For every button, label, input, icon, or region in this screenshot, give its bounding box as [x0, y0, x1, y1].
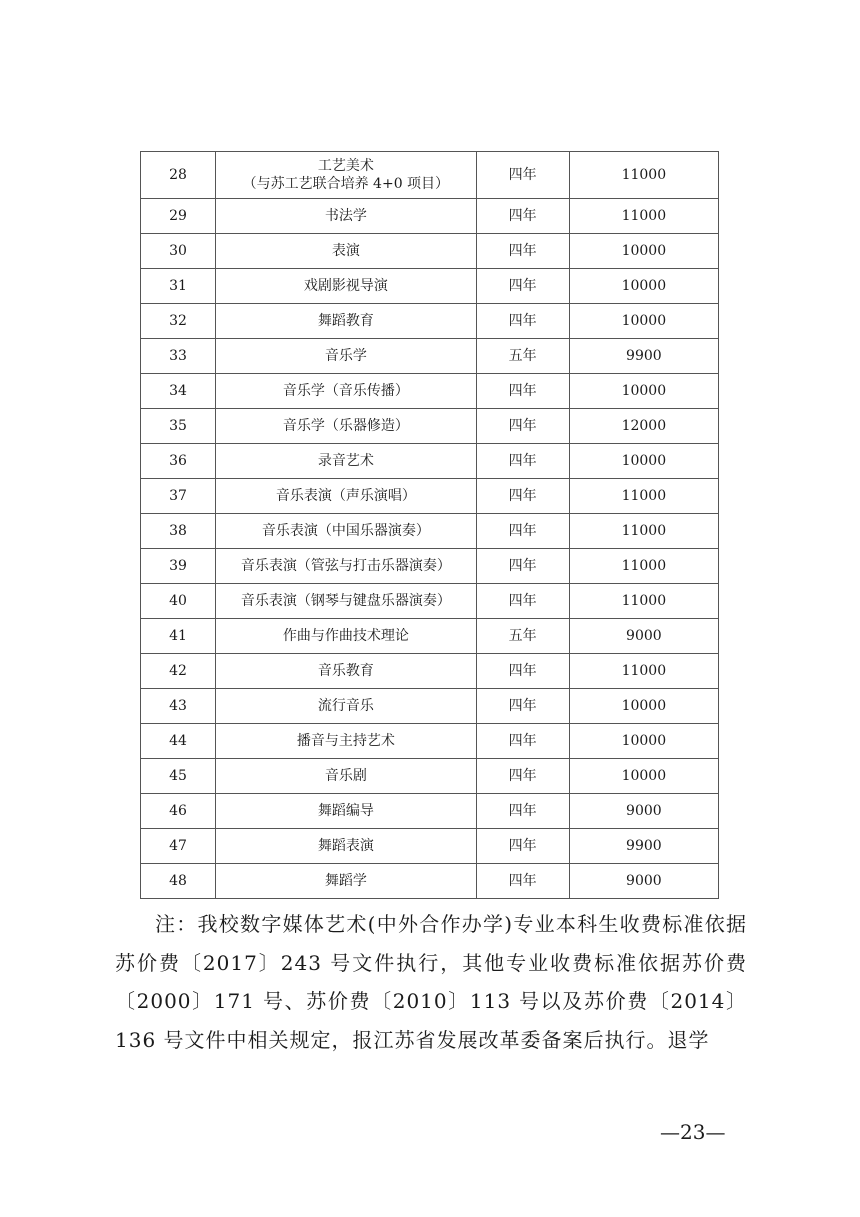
duration-cell: 四年 — [476, 829, 569, 864]
major-name: 音乐教育 — [317, 663, 374, 679]
major-name-cell — [216, 479, 476, 514]
duration-cell: 四年 — [476, 724, 569, 759]
row-number-cell: 30 — [141, 234, 216, 269]
duration-cell: 四年 — [476, 689, 569, 724]
fee-cell: 10000 — [569, 759, 718, 794]
table-row — [141, 864, 719, 899]
row-number-cell: 46 — [141, 794, 216, 829]
major-name-cell — [216, 794, 476, 829]
duration-cell: 四年 — [476, 304, 569, 339]
fee-cell: 10000 — [569, 724, 718, 759]
major-name: 舞蹈教育 — [317, 313, 374, 329]
major-name: 表演 — [331, 243, 360, 259]
major-name: 工艺美术 — [317, 158, 374, 174]
row-number-cell: 35 — [141, 409, 216, 444]
major-name: 音乐学 — [324, 348, 367, 364]
major-name: 音乐表演（钢琴与键盘乐器演奏） — [240, 593, 451, 609]
row-number-cell: 40 — [141, 584, 216, 619]
row-number-cell: 38 — [141, 514, 216, 549]
duration-cell: 四年 — [476, 374, 569, 409]
major-name: 音乐表演（中国乐器演奏） — [261, 523, 430, 539]
duration-cell: 四年 — [476, 269, 569, 304]
major-name-cell — [216, 409, 476, 444]
fee-cell: 10000 — [569, 689, 718, 724]
major-name: 音乐表演（管弦与打击乐器演奏） — [240, 558, 451, 574]
duration-cell: 四年 — [476, 794, 569, 829]
fee-table-body — [141, 152, 719, 899]
major-name-cell — [216, 689, 476, 724]
table-row — [141, 269, 719, 304]
duration-cell: 五年 — [476, 619, 569, 654]
duration-cell: 四年 — [476, 234, 569, 269]
table-row — [141, 829, 719, 864]
fee-cell: 10000 — [569, 234, 718, 269]
fee-cell: 10000 — [569, 304, 718, 339]
row-number-cell: 37 — [141, 479, 216, 514]
row-number-cell: 29 — [141, 199, 216, 234]
major-name: 舞蹈学 — [324, 873, 367, 889]
major-name-cell — [216, 724, 476, 759]
table-row — [141, 619, 719, 654]
row-number-cell: 33 — [141, 339, 216, 374]
row-number-cell: 34 — [141, 374, 216, 409]
page-number: —23— — [660, 1120, 726, 1144]
duration-cell: 四年 — [476, 864, 569, 899]
major-name: 书法学 — [324, 208, 367, 224]
row-number-cell: 28 — [141, 152, 216, 199]
major-name-cell — [216, 234, 476, 269]
table-row — [141, 339, 719, 374]
row-number-cell: 44 — [141, 724, 216, 759]
major-name: 作曲与作曲技术理论 — [282, 628, 409, 644]
major-name: 舞蹈表演 — [317, 838, 374, 854]
major-name-cell — [216, 654, 476, 689]
fee-cell: 11000 — [569, 549, 718, 584]
table-row — [141, 549, 719, 584]
table-row — [141, 584, 719, 619]
major-name-cell — [216, 444, 476, 479]
table-row — [141, 234, 719, 269]
major-name-cell — [216, 152, 476, 199]
major-name-cell — [216, 829, 476, 864]
major-name: 流行音乐 — [317, 698, 374, 714]
table-row — [141, 199, 719, 234]
row-number-cell: 43 — [141, 689, 216, 724]
fee-cell: 11000 — [569, 199, 718, 234]
table-row — [141, 152, 719, 199]
fee-table — [140, 151, 719, 899]
major-name-cell — [216, 339, 476, 374]
fee-cell: 9900 — [569, 339, 718, 374]
row-number-cell: 32 — [141, 304, 216, 339]
row-number-cell: 36 — [141, 444, 216, 479]
major-name-cell — [216, 619, 476, 654]
footnote-paragraph: 注：我校数字媒体艺术(中外合作办学)专业本科生收费标准依据苏价费〔2017〕243 号文件执行，其他专业收费标准依据苏价费〔2000〕171 号、苏价费〔2010〕113 号以及苏价费〔2014〕136 号文件中相关规定，报江苏省发展改革委备案后执行。退学 — [115, 912, 747, 1052]
row-number-cell: 48 — [141, 864, 216, 899]
duration-cell: 五年 — [476, 339, 569, 374]
major-name: 音乐学（乐器修造） — [282, 418, 409, 434]
major-name-cell — [216, 584, 476, 619]
row-number-cell: 47 — [141, 829, 216, 864]
duration-cell: 四年 — [476, 199, 569, 234]
table-row — [141, 374, 719, 409]
table-row — [141, 479, 719, 514]
row-number-cell: 42 — [141, 654, 216, 689]
major-name-cell — [216, 759, 476, 794]
fee-cell: 10000 — [569, 444, 718, 479]
major-name: 录音艺术 — [317, 453, 374, 469]
table-row — [141, 724, 719, 759]
fee-cell: 12000 — [569, 409, 718, 444]
table-row — [141, 794, 719, 829]
row-number-cell: 31 — [141, 269, 216, 304]
major-name: 音乐学（音乐传播） — [282, 383, 409, 399]
fee-cell: 9000 — [569, 619, 718, 654]
table-row — [141, 514, 719, 549]
row-number-cell: 41 — [141, 619, 216, 654]
fee-cell: 10000 — [569, 269, 718, 304]
table-row — [141, 689, 719, 724]
duration-cell: 四年 — [476, 654, 569, 689]
major-name-cell — [216, 269, 476, 304]
fee-cell: 11000 — [569, 654, 718, 689]
major-name-cell — [216, 864, 476, 899]
duration-cell: 四年 — [476, 444, 569, 479]
duration-cell: 四年 — [476, 514, 569, 549]
fee-cell: 9900 — [569, 829, 718, 864]
duration-cell: 四年 — [476, 409, 569, 444]
duration-cell: 四年 — [476, 152, 569, 199]
fee-cell: 11000 — [569, 514, 718, 549]
duration-cell: 四年 — [476, 759, 569, 794]
fee-cell: 9000 — [569, 794, 718, 829]
major-name-cell — [216, 199, 476, 234]
row-number-cell: 39 — [141, 549, 216, 584]
table-row — [141, 759, 719, 794]
major-name: 音乐剧 — [324, 768, 367, 784]
fee-cell: 11000 — [569, 479, 718, 514]
table-row — [141, 654, 719, 689]
major-name-cell — [216, 304, 476, 339]
major-name: 音乐表演（声乐演唱） — [275, 488, 416, 504]
duration-cell: 四年 — [476, 584, 569, 619]
duration-cell: 四年 — [476, 549, 569, 584]
major-name: 戏剧影视导演 — [303, 278, 388, 294]
table-row — [141, 409, 719, 444]
fee-cell: 11000 — [569, 152, 718, 199]
major-name-cell — [216, 374, 476, 409]
major-name: 播音与主持艺术 — [296, 733, 395, 749]
table-row — [141, 304, 719, 339]
fee-cell: 11000 — [569, 584, 718, 619]
major-subtitle: （与苏工艺联合培养 4+0 项目） — [242, 176, 450, 192]
major-name: 舞蹈编导 — [317, 803, 374, 819]
major-name-cell — [216, 514, 476, 549]
fee-cell: 9000 — [569, 864, 718, 899]
table-row — [141, 444, 719, 479]
fee-cell: 10000 — [569, 374, 718, 409]
duration-cell: 四年 — [476, 479, 569, 514]
major-name-cell — [216, 549, 476, 584]
row-number-cell: 45 — [141, 759, 216, 794]
